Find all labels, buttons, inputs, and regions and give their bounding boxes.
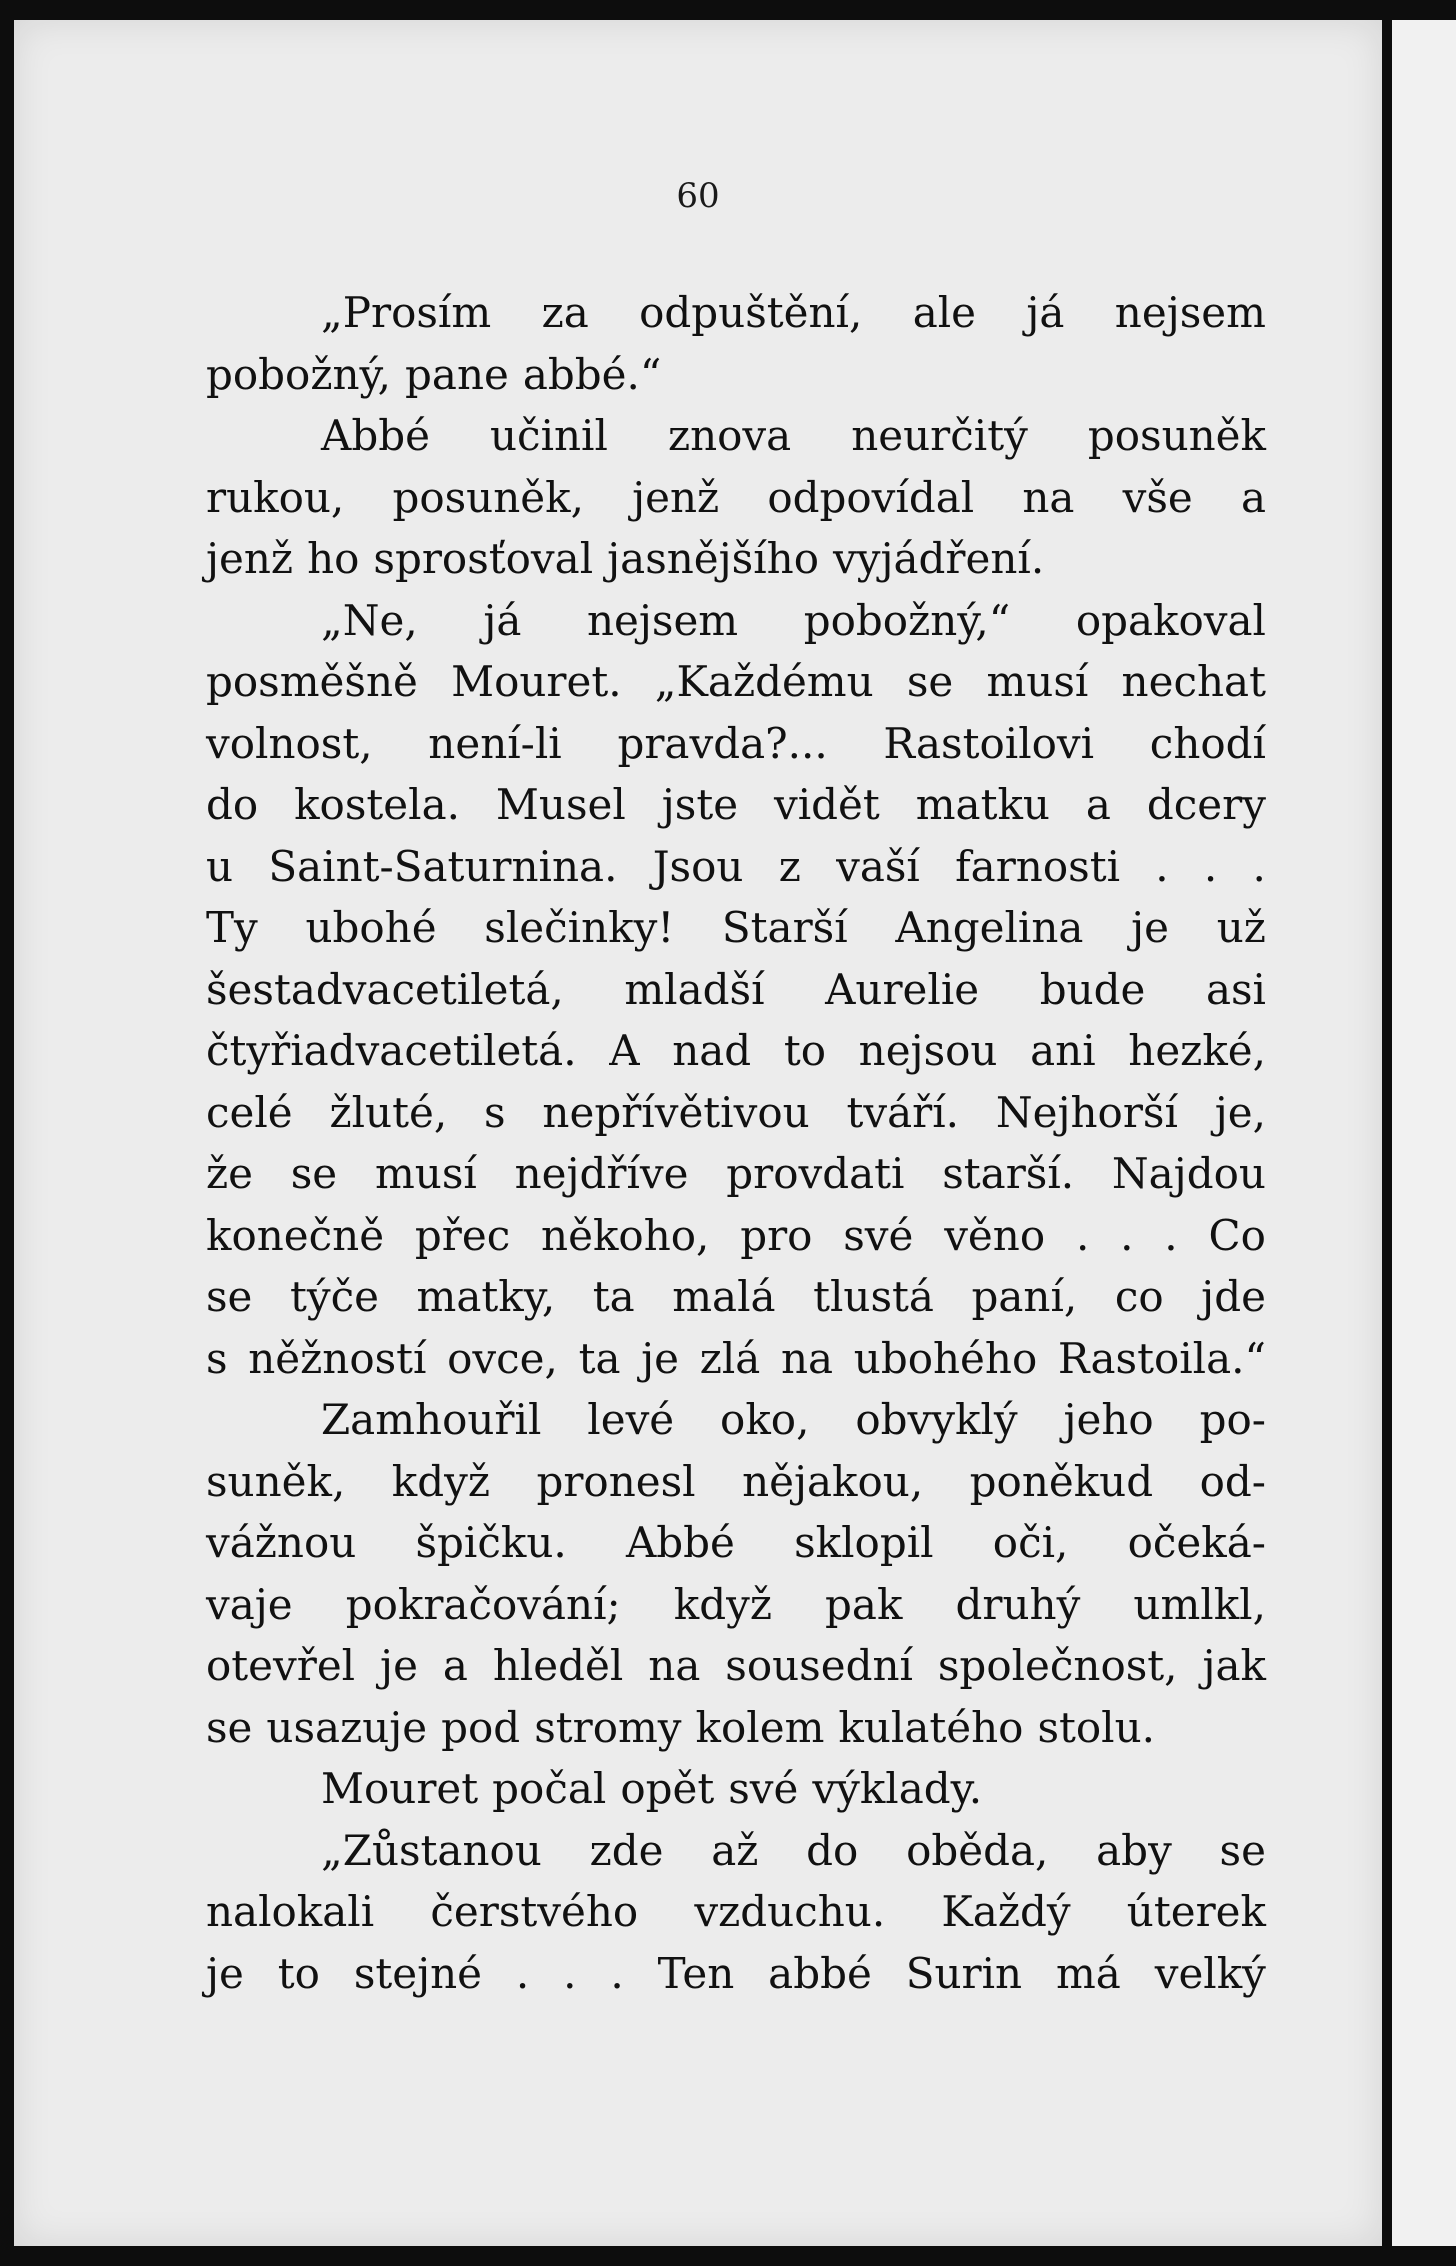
word: dcery <box>1146 780 1266 829</box>
word: „Zůstanou <box>321 1825 542 1875</box>
word: znova <box>667 411 792 460</box>
word: kulatého <box>838 1702 1024 1752</box>
word: se <box>290 1149 338 1198</box>
word: když <box>391 1456 490 1506</box>
word: . <box>1164 1210 1178 1260</box>
word: Jsou <box>652 841 744 891</box>
word: Mouret. <box>451 657 622 706</box>
word: oběda, <box>906 1825 1049 1875</box>
word: velký <box>1154 1948 1266 1998</box>
word: Každý <box>941 1887 1071 1936</box>
word: Nejhorší <box>995 1087 1178 1137</box>
text-line <box>206 405 1266 467</box>
word: jste <box>661 780 739 829</box>
word: pronesl <box>536 1456 696 1506</box>
word: „Ne, <box>321 595 418 645</box>
word: u <box>206 841 234 891</box>
text-line <box>206 1574 1266 1636</box>
word: něžností <box>248 1333 427 1383</box>
text-line <box>206 959 1266 1021</box>
word: co <box>1114 1272 1164 1321</box>
word: na <box>781 1333 834 1383</box>
word: a <box>1085 780 1111 829</box>
word: pokračování; <box>345 1579 621 1629</box>
word: své <box>843 1210 914 1260</box>
word: . <box>1155 841 1169 891</box>
word: kostela. <box>294 780 460 829</box>
word: rukou, <box>206 472 345 522</box>
word: Najdou <box>1111 1149 1266 1198</box>
word: Angelina <box>895 903 1084 952</box>
word: hleděl <box>492 1641 624 1690</box>
word: A <box>609 1026 640 1075</box>
adjacent-page-edge <box>1392 20 1456 2246</box>
word: jenž <box>206 534 294 583</box>
word: musí <box>374 1149 477 1198</box>
word: a <box>1240 472 1266 522</box>
word: musí <box>986 657 1089 706</box>
word: pod <box>441 1702 521 1752</box>
text-line <box>206 774 1266 836</box>
word: . <box>1120 1210 1134 1260</box>
word: farnosti <box>955 841 1121 891</box>
word: konečně <box>206 1210 385 1260</box>
word: umlkl, <box>1133 1579 1266 1629</box>
word: čerstvého <box>430 1887 639 1936</box>
word: posuněk <box>1087 411 1266 460</box>
word: oči, <box>992 1518 1069 1567</box>
word: zde <box>589 1825 664 1875</box>
word: zlá <box>699 1333 761 1383</box>
word: abbé.“ <box>522 349 662 399</box>
text-line <box>206 1143 1266 1205</box>
word: Surin <box>905 1948 1023 1998</box>
word: vyjádření. <box>833 534 1045 583</box>
word: pane <box>405 349 509 399</box>
word: malá <box>672 1272 776 1321</box>
word: s <box>484 1087 506 1137</box>
text-line <box>206 651 1266 713</box>
word: kolem <box>695 1702 825 1752</box>
word: hezké, <box>1128 1026 1266 1075</box>
text-line <box>206 713 1266 775</box>
text-line <box>206 1881 1266 1943</box>
word: Ten <box>657 1948 735 1998</box>
word: aby <box>1096 1825 1172 1875</box>
word: já <box>1026 288 1065 337</box>
word: Saint-Saturnina. <box>268 841 618 891</box>
text-line <box>206 282 1266 344</box>
text-line <box>206 1758 1266 1820</box>
word: ale <box>912 288 977 337</box>
word: ta <box>578 1333 621 1383</box>
word: odpuštění, <box>639 288 863 337</box>
word: otevřel <box>206 1641 356 1690</box>
word: za <box>541 288 589 337</box>
word: nejsem <box>586 595 739 645</box>
word: nejdříve <box>514 1149 689 1198</box>
word: vzduchu. <box>694 1887 886 1936</box>
word: Starší <box>721 903 848 952</box>
word: tváří. <box>846 1087 960 1137</box>
word: Zamhouřil <box>321 1395 542 1444</box>
word: pak <box>825 1579 903 1629</box>
text-line <box>206 1020 1266 1082</box>
word: slečinky! <box>484 903 675 952</box>
word: Rastoila.“ <box>1057 1333 1266 1383</box>
text-line <box>206 590 1266 652</box>
word: chodí <box>1149 718 1266 768</box>
word: týče <box>289 1272 379 1321</box>
word: . <box>1203 841 1218 891</box>
text-line <box>206 1389 1266 1451</box>
word: opět <box>620 1764 715 1813</box>
word: Abbé <box>625 1518 735 1567</box>
word: stromy <box>534 1702 682 1752</box>
word: má <box>1055 1948 1121 1998</box>
word: nechat <box>1121 657 1266 706</box>
text-line <box>206 1697 1266 1759</box>
text-line <box>206 1635 1266 1697</box>
word: . <box>515 1948 530 1998</box>
word: do <box>206 780 259 829</box>
word: ubohého <box>853 1333 1038 1383</box>
word: se <box>1219 1825 1266 1875</box>
word: ubohé <box>305 903 437 952</box>
word: . <box>563 1948 577 1998</box>
word: jeho <box>1063 1395 1154 1444</box>
word: je, <box>1214 1087 1266 1137</box>
word: stolu. <box>1037 1702 1156 1752</box>
page-number: 60 <box>676 176 720 216</box>
word: že <box>206 1149 253 1198</box>
word: oko, <box>720 1395 810 1444</box>
text-line <box>206 1943 1266 2005</box>
word: vaší <box>836 841 920 891</box>
word: Aurelie <box>825 964 980 1014</box>
word: sousední <box>725 1641 913 1690</box>
word: volnost, <box>206 718 373 768</box>
word: pobožný, <box>206 349 392 399</box>
word: Ty <box>206 903 258 952</box>
word: od- <box>1199 1456 1266 1506</box>
word: asi <box>1205 964 1266 1014</box>
word: úterek <box>1126 1887 1266 1936</box>
word: Rastoilovi <box>883 718 1095 768</box>
word: . <box>1075 1210 1090 1260</box>
word: ho <box>307 534 360 583</box>
word: ovce, <box>447 1333 558 1383</box>
word: tlustá <box>813 1272 934 1321</box>
word: do <box>806 1825 859 1875</box>
word: matku <box>915 780 1050 829</box>
word: vaje <box>206 1579 293 1629</box>
word: nejsem <box>1114 288 1266 337</box>
word: matky, <box>416 1272 556 1321</box>
word: a <box>442 1641 468 1690</box>
word: jenž <box>632 472 720 522</box>
word: Abbé <box>321 411 430 460</box>
word: usazuje <box>266 1702 428 1752</box>
word: pro <box>740 1210 813 1260</box>
text-line <box>206 1266 1266 1328</box>
word: když <box>673 1579 772 1629</box>
word: opakoval <box>1075 595 1266 645</box>
word: já <box>483 595 522 645</box>
word: společnost, <box>937 1641 1178 1690</box>
word: nalokali <box>206 1887 375 1936</box>
word: věno <box>944 1210 1046 1260</box>
word: Musel <box>495 780 626 829</box>
word: pobožný,“ <box>803 595 1011 645</box>
word: vidět <box>774 780 880 829</box>
text-line <box>206 1451 1266 1513</box>
word: počal <box>492 1764 607 1813</box>
word: to <box>783 1026 826 1075</box>
word: se <box>206 1702 253 1752</box>
word: žluté, <box>329 1087 448 1137</box>
word: očeká- <box>1127 1518 1266 1567</box>
word: suněk, <box>206 1456 346 1506</box>
word: šestadvacetiletá, <box>206 964 564 1014</box>
word: jak <box>1202 1641 1266 1690</box>
text-line <box>206 897 1266 959</box>
word: levé <box>587 1395 675 1444</box>
text-line <box>206 1082 1266 1144</box>
word: nad <box>672 1026 752 1075</box>
word: odpovídal <box>767 472 975 522</box>
word: z <box>778 841 801 891</box>
word: ta <box>592 1272 635 1321</box>
word: posuněk, <box>392 472 584 522</box>
word: na <box>648 1641 701 1690</box>
word: nepřívětivou <box>542 1087 810 1137</box>
word: pravda?... <box>617 718 828 768</box>
word: s <box>206 1333 228 1383</box>
word: je <box>380 1641 418 1690</box>
word: jde <box>1201 1272 1266 1321</box>
text-line <box>206 1328 1266 1390</box>
word: je <box>206 1948 244 1998</box>
word: „Prosím <box>321 288 492 337</box>
word: na <box>1022 472 1075 522</box>
text-line <box>206 836 1266 898</box>
word: to <box>277 1948 320 1998</box>
book-page <box>14 20 1382 2246</box>
word: ani <box>1030 1026 1096 1075</box>
text-line <box>206 467 1266 529</box>
word: sprosťoval <box>373 534 594 583</box>
word: poněkud <box>969 1456 1154 1506</box>
word: bude <box>1039 964 1146 1014</box>
word: je <box>1131 903 1170 952</box>
word: někoho, <box>541 1210 710 1260</box>
word: . <box>610 1948 624 1998</box>
word: čtyřiadvacetiletá. <box>206 1026 577 1075</box>
word: už <box>1216 903 1266 952</box>
word: až <box>711 1825 759 1875</box>
text-line <box>206 344 1266 406</box>
word: vážnou <box>206 1518 357 1567</box>
word: výklady. <box>812 1764 983 1813</box>
word: vše <box>1122 472 1193 522</box>
word: starší. <box>942 1149 1075 1198</box>
body-text <box>206 282 1266 2004</box>
word: posměšně <box>206 657 418 706</box>
text-line <box>206 1512 1266 1574</box>
word: „Každému <box>654 657 874 706</box>
text-line <box>206 528 1266 590</box>
text-line <box>206 1820 1266 1882</box>
word: druhý <box>955 1579 1081 1629</box>
word: se <box>906 657 954 706</box>
word: paní, <box>971 1272 1078 1321</box>
word: mladší <box>624 964 765 1014</box>
word: provdati <box>726 1149 905 1198</box>
word: . <box>1252 841 1266 891</box>
word: přec <box>414 1210 511 1260</box>
word: jasnějšího <box>607 534 820 583</box>
word: učinil <box>490 411 608 460</box>
word: Mouret <box>321 1764 479 1813</box>
word: nějakou, <box>742 1456 924 1506</box>
word: se <box>206 1272 253 1321</box>
word: abbé <box>768 1948 872 1998</box>
word: je <box>641 1333 680 1383</box>
word: sklopil <box>794 1518 934 1567</box>
word: neurčitý <box>851 411 1028 460</box>
word: nejsou <box>858 1026 998 1075</box>
word: své <box>728 1764 799 1813</box>
word: po- <box>1199 1395 1266 1444</box>
word: Co <box>1208 1210 1266 1260</box>
word: špičku. <box>415 1518 567 1567</box>
word: obvyklý <box>855 1395 1018 1444</box>
word: není-li <box>428 718 562 768</box>
word: stejné <box>353 1948 483 1998</box>
word: celé <box>206 1087 293 1137</box>
text-line <box>206 1205 1266 1267</box>
